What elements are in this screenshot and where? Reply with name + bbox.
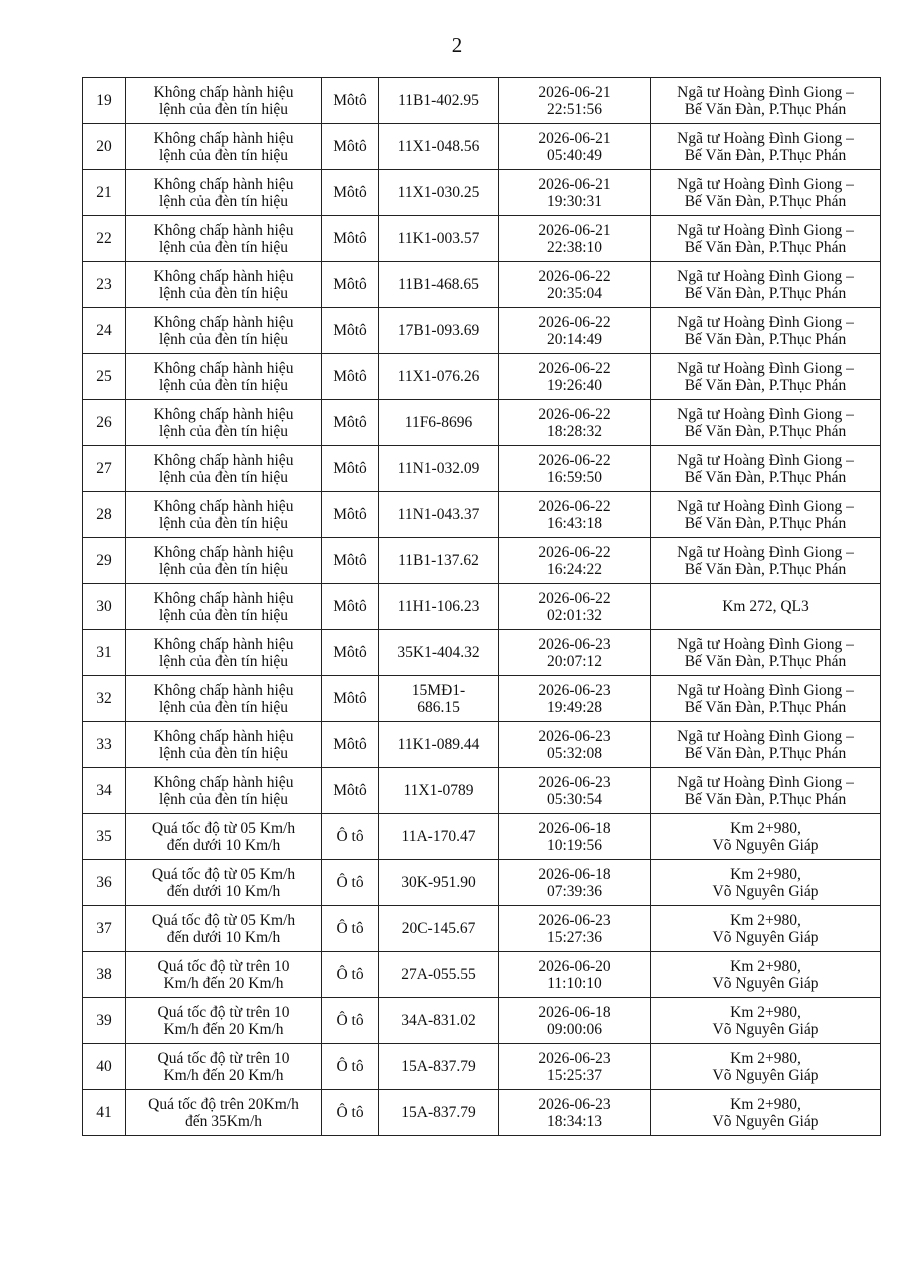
violation-cell: Không chấp hành hiệu lệnh của đèn tín hiệu: [126, 584, 322, 630]
row-number-cell: 27: [83, 446, 126, 492]
violations-table-body: [83, 78, 881, 1136]
row-number-cell: 38: [83, 952, 126, 998]
timestamp-cell: 2026-06-21 22:51:56: [499, 78, 651, 124]
row-number-cell: 41: [83, 1090, 126, 1136]
location-cell: Km 272, QL3: [651, 584, 881, 630]
timestamp-cell: 2026-06-21 22:38:10: [499, 216, 651, 262]
timestamp-cell: 2026-06-18 10:19:56: [499, 814, 651, 860]
location-cell: Ngã tư Hoàng Đình Giong – Bế Văn Đàn, P.Thục Phán: [651, 768, 881, 814]
location-cell: Km 2+980, Võ Nguyên Giáp: [651, 998, 881, 1044]
violation-cell: Quá tốc độ từ trên 10 Km/h đến 20 Km/h: [126, 952, 322, 998]
row-number-cell: 37: [83, 906, 126, 952]
timestamp-cell: 2026-06-21 19:30:31: [499, 170, 651, 216]
timestamp-cell: 2026-06-23 20:07:12: [499, 630, 651, 676]
row-number-cell: 23: [83, 262, 126, 308]
violation-cell: Không chấp hành hiệu lệnh của đèn tín hiệu: [126, 538, 322, 584]
violation-cell: Không chấp hành hiệu lệnh của đèn tín hiệu: [126, 446, 322, 492]
violation-cell: Quá tốc độ từ trên 10 Km/h đến 20 Km/h: [126, 998, 322, 1044]
vehicle-type-cell: Ô tô: [322, 998, 379, 1044]
vehicle-type-cell: Môtô: [322, 262, 379, 308]
location-cell: Ngã tư Hoàng Đình Giong – Bế Văn Đàn, P.Thục Phán: [651, 538, 881, 584]
table-row: [83, 78, 881, 124]
violation-cell: Không chấp hành hiệu lệnh của đèn tín hiệu: [126, 308, 322, 354]
violation-cell: Quá tốc độ từ 05 Km/h đến dưới 10 Km/h: [126, 860, 322, 906]
timestamp-cell: 2026-06-22 02:01:32: [499, 584, 651, 630]
row-number-cell: 28: [83, 492, 126, 538]
timestamp-cell: 2026-06-23 05:30:54: [499, 768, 651, 814]
location-cell: Ngã tư Hoàng Đình Giong – Bế Văn Đàn, P.Thục Phán: [651, 262, 881, 308]
violation-cell: Không chấp hành hiệu lệnh của đèn tín hiệu: [126, 216, 322, 262]
location-cell: Km 2+980, Võ Nguyên Giáp: [651, 906, 881, 952]
license-plate-cell: 11X1-030.25: [379, 170, 499, 216]
location-cell: Ngã tư Hoàng Đình Giong – Bế Văn Đàn, P.Thục Phán: [651, 216, 881, 262]
vehicle-type-cell: Môtô: [322, 400, 379, 446]
table-row: [83, 354, 881, 400]
vehicle-type-cell: Môtô: [322, 216, 379, 262]
vehicle-type-cell: Ô tô: [322, 1044, 379, 1090]
violation-cell: Quá tốc độ từ trên 10 Km/h đến 20 Km/h: [126, 1044, 322, 1090]
timestamp-cell: 2026-06-21 05:40:49: [499, 124, 651, 170]
license-plate-cell: 17B1-093.69: [379, 308, 499, 354]
violation-cell: Không chấp hành hiệu lệnh của đèn tín hiệu: [126, 354, 322, 400]
vehicle-type-cell: Môtô: [322, 630, 379, 676]
location-cell: Ngã tư Hoàng Đình Giong – Bế Văn Đàn, P.Thục Phán: [651, 722, 881, 768]
vehicle-type-cell: Ô tô: [322, 860, 379, 906]
location-cell: Km 2+980, Võ Nguyên Giáp: [651, 952, 881, 998]
vehicle-type-cell: Môtô: [322, 584, 379, 630]
table-row: [83, 170, 881, 216]
table-row: [83, 308, 881, 354]
table-row: [83, 630, 881, 676]
row-number-cell: 19: [83, 78, 126, 124]
row-number-cell: 20: [83, 124, 126, 170]
row-number-cell: 24: [83, 308, 126, 354]
table-row: [83, 262, 881, 308]
vehicle-type-cell: Môtô: [322, 308, 379, 354]
location-cell: Ngã tư Hoàng Đình Giong – Bế Văn Đàn, P.Thục Phán: [651, 676, 881, 722]
license-plate-cell: 15MĐ1- 686.15: [379, 676, 499, 722]
license-plate-cell: 11F6-8696: [379, 400, 499, 446]
license-plate-cell: 11K1-089.44: [379, 722, 499, 768]
license-plate-cell: 34A-831.02: [379, 998, 499, 1044]
timestamp-cell: 2026-06-22 16:59:50: [499, 446, 651, 492]
vehicle-type-cell: Ô tô: [322, 1090, 379, 1136]
location-cell: Km 2+980, Võ Nguyên Giáp: [651, 860, 881, 906]
timestamp-cell: 2026-06-23 18:34:13: [499, 1090, 651, 1136]
table-row: [83, 860, 881, 906]
row-number-cell: 36: [83, 860, 126, 906]
row-number-cell: 22: [83, 216, 126, 262]
license-plate-cell: 11X1-076.26: [379, 354, 499, 400]
location-cell: Ngã tư Hoàng Đình Giong – Bế Văn Đàn, P.Thục Phán: [651, 124, 881, 170]
table-row: [83, 1090, 881, 1136]
violation-cell: Không chấp hành hiệu lệnh của đèn tín hiệu: [126, 768, 322, 814]
license-plate-cell: 11X1-0789: [379, 768, 499, 814]
row-number-cell: 21: [83, 170, 126, 216]
license-plate-cell: 11A-170.47: [379, 814, 499, 860]
violation-cell: Không chấp hành hiệu lệnh của đèn tín hiệu: [126, 124, 322, 170]
row-number-cell: 39: [83, 998, 126, 1044]
table-row: [83, 768, 881, 814]
violation-cell: Không chấp hành hiệu lệnh của đèn tín hiệu: [126, 676, 322, 722]
vehicle-type-cell: Ô tô: [322, 906, 379, 952]
row-number-cell: 26: [83, 400, 126, 446]
license-plate-cell: 27A-055.55: [379, 952, 499, 998]
timestamp-cell: 2026-06-18 09:00:06: [499, 998, 651, 1044]
vehicle-type-cell: Môtô: [322, 676, 379, 722]
violation-cell: Không chấp hành hiệu lệnh của đèn tín hiệu: [126, 492, 322, 538]
license-plate-cell: 11H1-106.23: [379, 584, 499, 630]
table-row: [83, 952, 881, 998]
timestamp-cell: 2026-06-20 11:10:10: [499, 952, 651, 998]
violation-cell: Không chấp hành hiệu lệnh của đèn tín hiệu: [126, 170, 322, 216]
violation-cell: Không chấp hành hiệu lệnh của đèn tín hiệu: [126, 400, 322, 446]
location-cell: Km 2+980, Võ Nguyên Giáp: [651, 1090, 881, 1136]
table-row: [83, 998, 881, 1044]
row-number-cell: 30: [83, 584, 126, 630]
license-plate-cell: 11B1-468.65: [379, 262, 499, 308]
timestamp-cell: 2026-06-22 18:28:32: [499, 400, 651, 446]
license-plate-cell: 11K1-003.57: [379, 216, 499, 262]
timestamp-cell: 2026-06-23 05:32:08: [499, 722, 651, 768]
violations-table: [82, 77, 881, 1136]
timestamp-cell: 2026-06-23 15:27:36: [499, 906, 651, 952]
table-row: [83, 216, 881, 262]
row-number-cell: 32: [83, 676, 126, 722]
violation-cell: Quá tốc độ từ 05 Km/h đến dưới 10 Km/h: [126, 814, 322, 860]
vehicle-type-cell: Môtô: [322, 722, 379, 768]
vehicle-type-cell: Môtô: [322, 124, 379, 170]
timestamp-cell: 2026-06-22 16:43:18: [499, 492, 651, 538]
row-number-cell: 33: [83, 722, 126, 768]
table-row: [83, 446, 881, 492]
timestamp-cell: 2026-06-22 20:35:04: [499, 262, 651, 308]
timestamp-cell: 2026-06-23 19:49:28: [499, 676, 651, 722]
violation-cell: Quá tốc độ trên 20Km/h đến 35Km/h: [126, 1090, 322, 1136]
vehicle-type-cell: Môtô: [322, 492, 379, 538]
vehicle-type-cell: Môtô: [322, 446, 379, 492]
license-plate-cell: 20C-145.67: [379, 906, 499, 952]
table-row: [83, 400, 881, 446]
vehicle-type-cell: Ô tô: [322, 814, 379, 860]
timestamp-cell: 2026-06-22 19:26:40: [499, 354, 651, 400]
vehicle-type-cell: Môtô: [322, 170, 379, 216]
location-cell: Ngã tư Hoàng Đình Giong – Bế Văn Đàn, P.Thục Phán: [651, 308, 881, 354]
timestamp-cell: 2026-06-22 16:24:22: [499, 538, 651, 584]
timestamp-cell: 2026-06-18 07:39:36: [499, 860, 651, 906]
table-row: [83, 814, 881, 860]
license-plate-cell: 11X1-048.56: [379, 124, 499, 170]
license-plate-cell: 11N1-032.09: [379, 446, 499, 492]
table-row: [83, 124, 881, 170]
location-cell: Ngã tư Hoàng Đình Giong – Bế Văn Đàn, P.Thục Phán: [651, 446, 881, 492]
location-cell: Km 2+980, Võ Nguyên Giáp: [651, 1044, 881, 1090]
table-row: [83, 1044, 881, 1090]
location-cell: Km 2+980, Võ Nguyên Giáp: [651, 814, 881, 860]
violation-cell: Không chấp hành hiệu lệnh của đèn tín hiệu: [126, 630, 322, 676]
vehicle-type-cell: Môtô: [322, 768, 379, 814]
location-cell: Ngã tư Hoàng Đình Giong – Bế Văn Đàn, P.Thục Phán: [651, 400, 881, 446]
table-row: [83, 906, 881, 952]
timestamp-cell: 2026-06-23 15:25:37: [499, 1044, 651, 1090]
row-number-cell: 34: [83, 768, 126, 814]
license-plate-cell: 30K-951.90: [379, 860, 499, 906]
violation-cell: Quá tốc độ từ 05 Km/h đến dưới 10 Km/h: [126, 906, 322, 952]
location-cell: Ngã tư Hoàng Đình Giong – Bế Văn Đàn, P.Thục Phán: [651, 170, 881, 216]
license-plate-cell: 35K1-404.32: [379, 630, 499, 676]
vehicle-type-cell: Môtô: [322, 78, 379, 124]
license-plate-cell: 11B1-137.62: [379, 538, 499, 584]
vehicle-type-cell: Môtô: [322, 354, 379, 400]
license-plate-cell: 15A-837.79: [379, 1044, 499, 1090]
violation-cell: Không chấp hành hiệu lệnh của đèn tín hiệu: [126, 78, 322, 124]
location-cell: Ngã tư Hoàng Đình Giong – Bế Văn Đàn, P.Thục Phán: [651, 492, 881, 538]
violation-cell: Không chấp hành hiệu lệnh của đèn tín hiệu: [126, 262, 322, 308]
vehicle-type-cell: Ô tô: [322, 952, 379, 998]
row-number-cell: 29: [83, 538, 126, 584]
location-cell: Ngã tư Hoàng Đình Giong – Bế Văn Đàn, P.Thục Phán: [651, 630, 881, 676]
table-row: [83, 584, 881, 630]
row-number-cell: 35: [83, 814, 126, 860]
location-cell: Ngã tư Hoàng Đình Giong – Bế Văn Đàn, P.Thục Phán: [651, 354, 881, 400]
page-number: 2: [451, 33, 463, 57]
table-row: [83, 722, 881, 768]
table-row: [83, 676, 881, 722]
location-cell: Ngã tư Hoàng Đình Giong – Bế Văn Đàn, P.Thục Phán: [651, 78, 881, 124]
row-number-cell: 40: [83, 1044, 126, 1090]
license-plate-cell: 11N1-043.37: [379, 492, 499, 538]
timestamp-cell: 2026-06-22 20:14:49: [499, 308, 651, 354]
license-plate-cell: 15A-837.79: [379, 1090, 499, 1136]
violation-cell: Không chấp hành hiệu lệnh của đèn tín hiệu: [126, 722, 322, 768]
table-row: [83, 538, 881, 584]
table-row: [83, 492, 881, 538]
row-number-cell: 25: [83, 354, 126, 400]
vehicle-type-cell: Môtô: [322, 538, 379, 584]
license-plate-cell: 11B1-402.95: [379, 78, 499, 124]
row-number-cell: 31: [83, 630, 126, 676]
